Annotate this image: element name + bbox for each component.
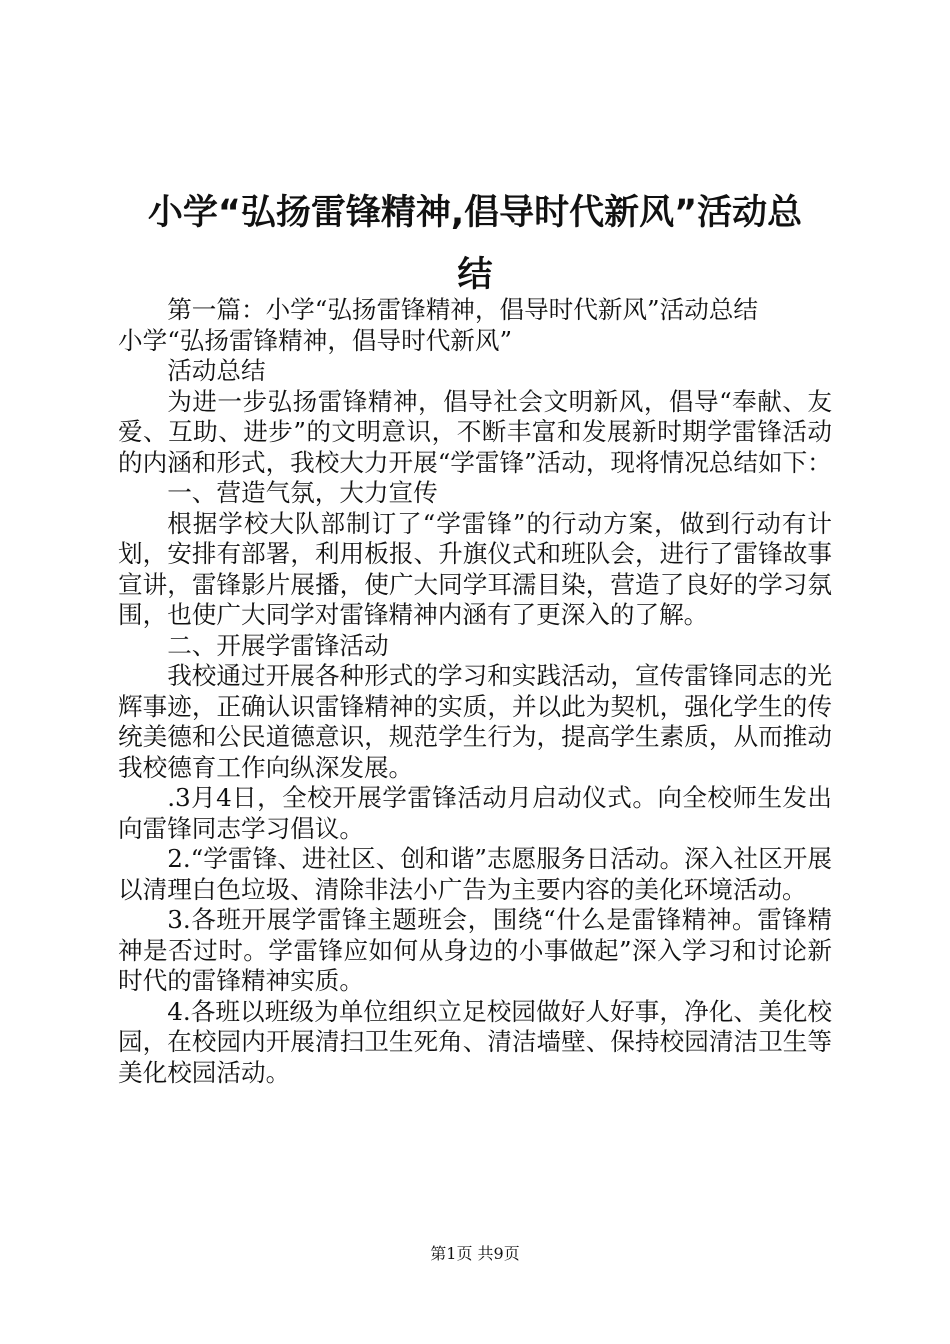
section-heading-1: 一、营造气氛，大力宣传 [167,478,438,507]
list-item-4: 4.各班以班级为单位组织立足校园做好人好事，净化、美化校园，在校园内开展清扫卫生死角、清洁墙壁、保持校园清洁卫生等美化校园活动。 [118,996,832,1087]
list-item-1: .3月4日，全校开展学雷锋活动月启动仪式。向全校师生发出向雷锋同志学习倡议。 [118,783,832,843]
paragraph-subtitle: 小学“弘扬雷锋精神，倡导时代新风” [118,325,513,355]
list-item-3: 3.各班开展学雷锋主题班会，围绕“什么是雷锋精神。雷锋精神是否过时。学雷锋应如何从身边的小事做起”深入学习和讨论新时代的雷锋精神实质。 [118,905,832,995]
paragraph-section-2: 我校通过开展各种形式的学习和实践活动，宣传雷锋同志的光辉事迹，正确认识雷锋精神的实质，并以此为契机，强化学生的传统美德和公民道德意识，规范学生行为，提高学生素质，从而推动我校德育工作向纵深发展。 [118,661,832,782]
paragraph-chapter-heading: 第一篇：小学“弘扬雷锋精神，倡导时代新风”活动总结 [167,295,758,324]
title-line-1: 小学“弘扬雷锋精神,倡导时代新风”活动总 [147,193,803,233]
page-footer: 第1页 共9页 [430,1244,520,1263]
section-heading-2: 二、开展学雷锋活动 [167,630,389,660]
title-line-2: 结 [457,255,493,295]
document-body [118,295,832,1088]
list-item-2: 2.“学雷锋、进社区、创和谐”志愿服务日活动。深入社区开展以清理白色垃圾、清除非法小广告为主要内容的美化环境活动。 [118,844,832,904]
document-title [118,182,832,306]
paragraph-section-1: 根据学校大队部制订了“学雷锋”的行动方案，做到行动有计划，安排有部署，利用板报、升旗仪式和班队会，进行了雷锋故事宣讲，雷锋影片展播，使广大同学耳濡目染，营造了良好的学习氛围，也使广大同学对雷锋精神内涵有了更深入的了解。 [118,508,832,629]
paragraph-subtitle-cont: 活动总结 [167,356,266,385]
paragraph-intro: 为进一步弘扬雷锋精神，倡导社会文明新风，倡导“奉献、友爱、互助、进步”的文明意识，不断丰富和发展新时期学雷锋活动的内涵和形式，我校大力开展“学雷锋”活动，现将情况总结如下： [118,386,832,477]
